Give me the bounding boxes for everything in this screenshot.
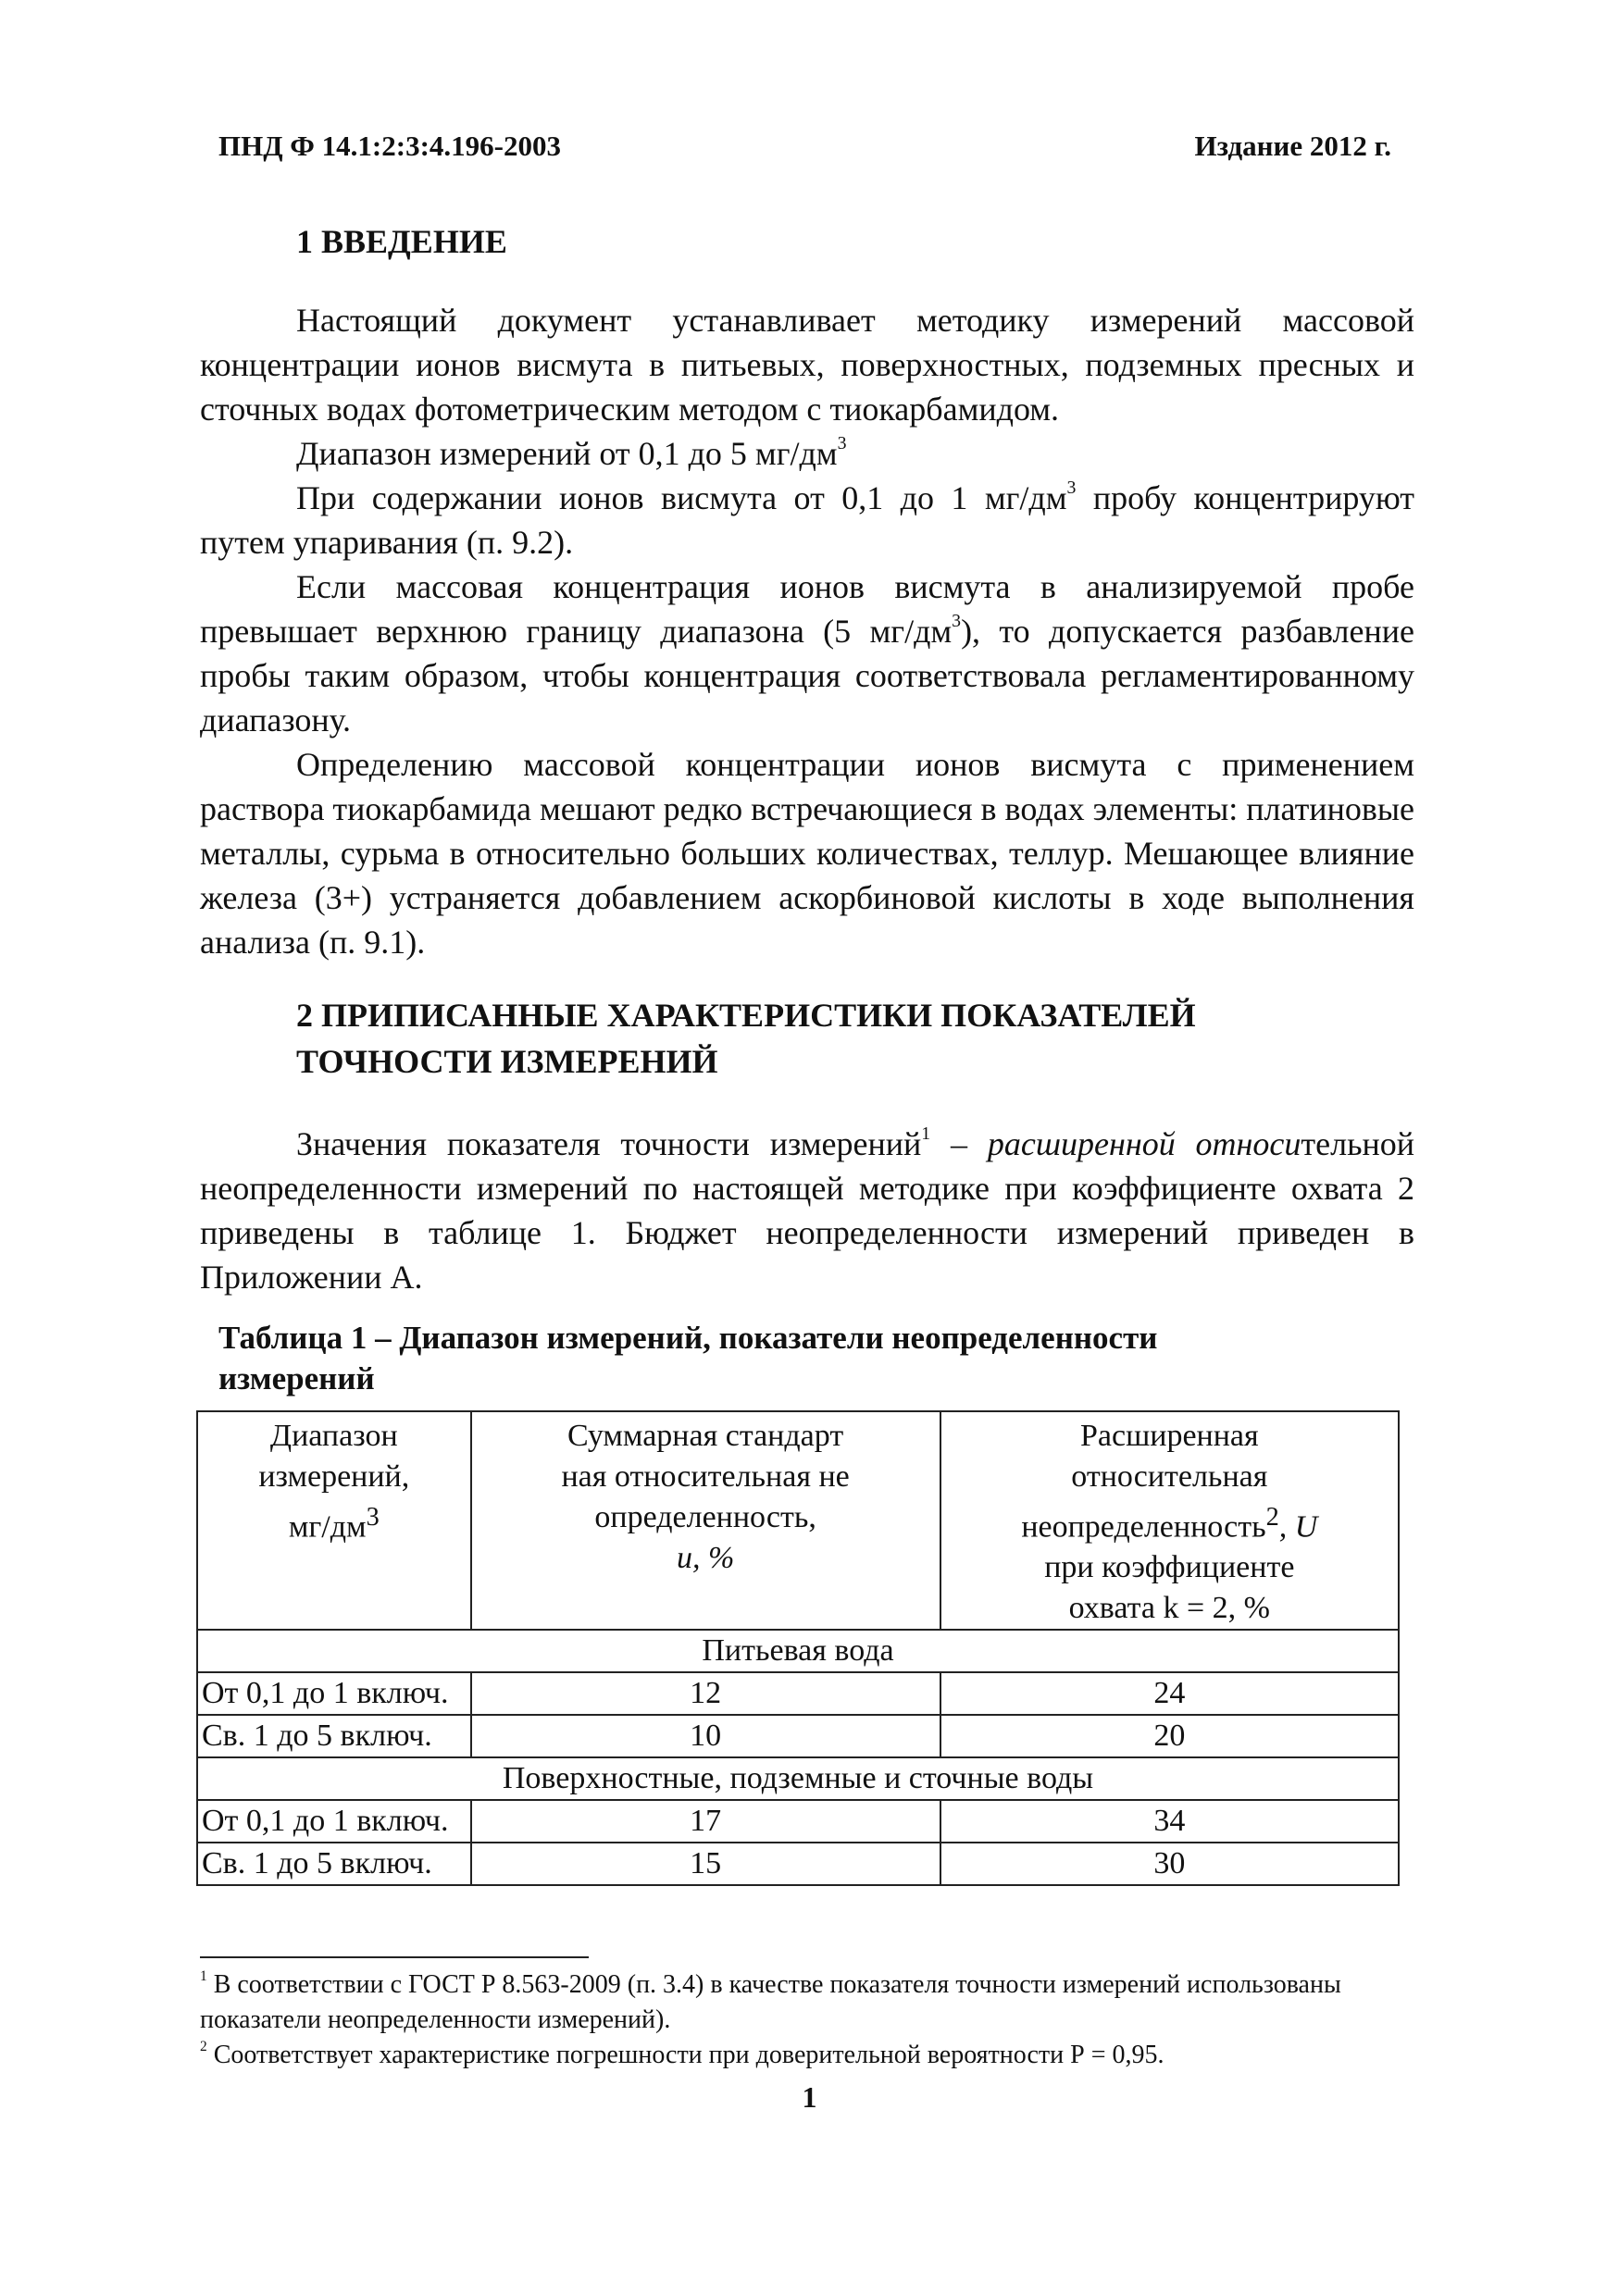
table-row (197, 1715, 1399, 1757)
table-row (197, 1800, 1399, 1843)
page-content (200, 218, 1414, 2073)
paragraph: При содержании ионов висмута от 0,1 до 1 $мг/дм^3$ пробу концентрируют путем упаривания (п. 9.2). (200, 478, 1415, 561)
table-group-row (197, 1630, 1399, 1672)
table-header-row (197, 1411, 1399, 1630)
cell-u: 12 (471, 1672, 940, 1715)
table-caption: Таблица 1 – Диапазон измерений, показатели неопределенности измерений (218, 1320, 1158, 1396)
document-code: ПНД Ф 14.1:2:3:4.196-2003 (218, 130, 561, 162)
cell-u: 17 (471, 1800, 940, 1843)
paragraph: Значения показателя точности измерений$^1$ – расширенной относительной неопределенности измерений по настоящей методике при коэффициенте охвата 2 приведены в таблице 1. Бюджет неопределенности измерений приведен в Приложении А. (200, 1123, 1415, 1296)
paragraph: Диапазон измерений от 0,1 до 5 $мг/дм^3$ (296, 433, 847, 472)
paragraph: Настоящий документ устанавливает методику измерений массовой концентрации ионов висмута в питьевых, поверхностных, подземных пресных и сточных водах фотометрическим методом с тиокарбамидом. (200, 302, 1414, 428)
header-standard-uncertainty: Суммарная стандарт ная относительная не определенность, u, % (471, 1411, 940, 1630)
paragraph: Если массовая концентрация ионов висмута в анализируемой пробе превышает верхнюю границу диапазона (5 $мг/дм^3$), то допускается разбавление пробы таким образом, чтобы концентрация соответствовала регламентированному диапазону. (200, 568, 1414, 738)
table-group-row (197, 1757, 1399, 1800)
cell-u: 15 (471, 1843, 940, 1885)
cell-U: 30 (940, 1843, 1399, 1885)
footnote-divider (200, 1956, 589, 1958)
group-label: Питьевая вода (197, 1630, 1399, 1672)
section-2-title: 2 ПРИПИСАННЫЕ ХАРАКТЕРИСТИКИ ПОКАЗАТЕЛЕЙ ТОЧНОСТИ ИЗМЕРЕНИЙ (296, 997, 1196, 1080)
page-number: 1 (802, 2080, 817, 2114)
table-row (197, 1672, 1399, 1715)
cell-range: Св. 1 до 5 включ. (197, 1715, 471, 1757)
uncertainty-table (196, 1410, 1400, 1886)
paragraph: Определению массовой концентрации ионов висмута с применением раствора тиокарбамида мешают редко встречающиеся в водах элементы: платиновые металлы, сурьма в относительно больших количествах, теллур. Мешающее влияние железа (3+) устраняется добавлением аскорбиновой кислоты в ходе выполнения анализа (п. 9.1). (200, 746, 1414, 961)
footnote-1: $^1$ В соответствии с ГОСТ Р 8.563-2009 (п. 3.4) в качестве показателя точности измерений использованы показатели неопределенности измерений). (200, 1968, 1341, 2035)
cell-U: 24 (940, 1672, 1399, 1715)
section-1-title: 1 ВВЕДЕНИЕ (296, 223, 507, 260)
table-row (197, 1843, 1399, 1885)
cell-U: 20 (940, 1715, 1399, 1757)
cell-range: Св. 1 до 5 включ. (197, 1843, 471, 1885)
cell-range: От 0,1 до 1 включ. (197, 1800, 471, 1843)
footnote-2: $^2$ Соответствует характеристике погрешности при доверительной вероятности Р = 0,95. (200, 2039, 1164, 2070)
cell-range: От 0,1 до 1 включ. (197, 1672, 471, 1715)
header-expanded-uncertainty: Расширенная относительная неопределенность$^2$, U при коэффициенте охвата k = 2, % (940, 1411, 1399, 1630)
group-label: Поверхностные, подземные и сточные воды (197, 1757, 1399, 1800)
cell-U: 34 (940, 1800, 1399, 1843)
cell-u: 10 (471, 1715, 940, 1757)
edition-label: Издание 2012 г. (1194, 130, 1391, 162)
header-range: Диапазон измерений, $мг/дм^3$ (197, 1411, 471, 1630)
